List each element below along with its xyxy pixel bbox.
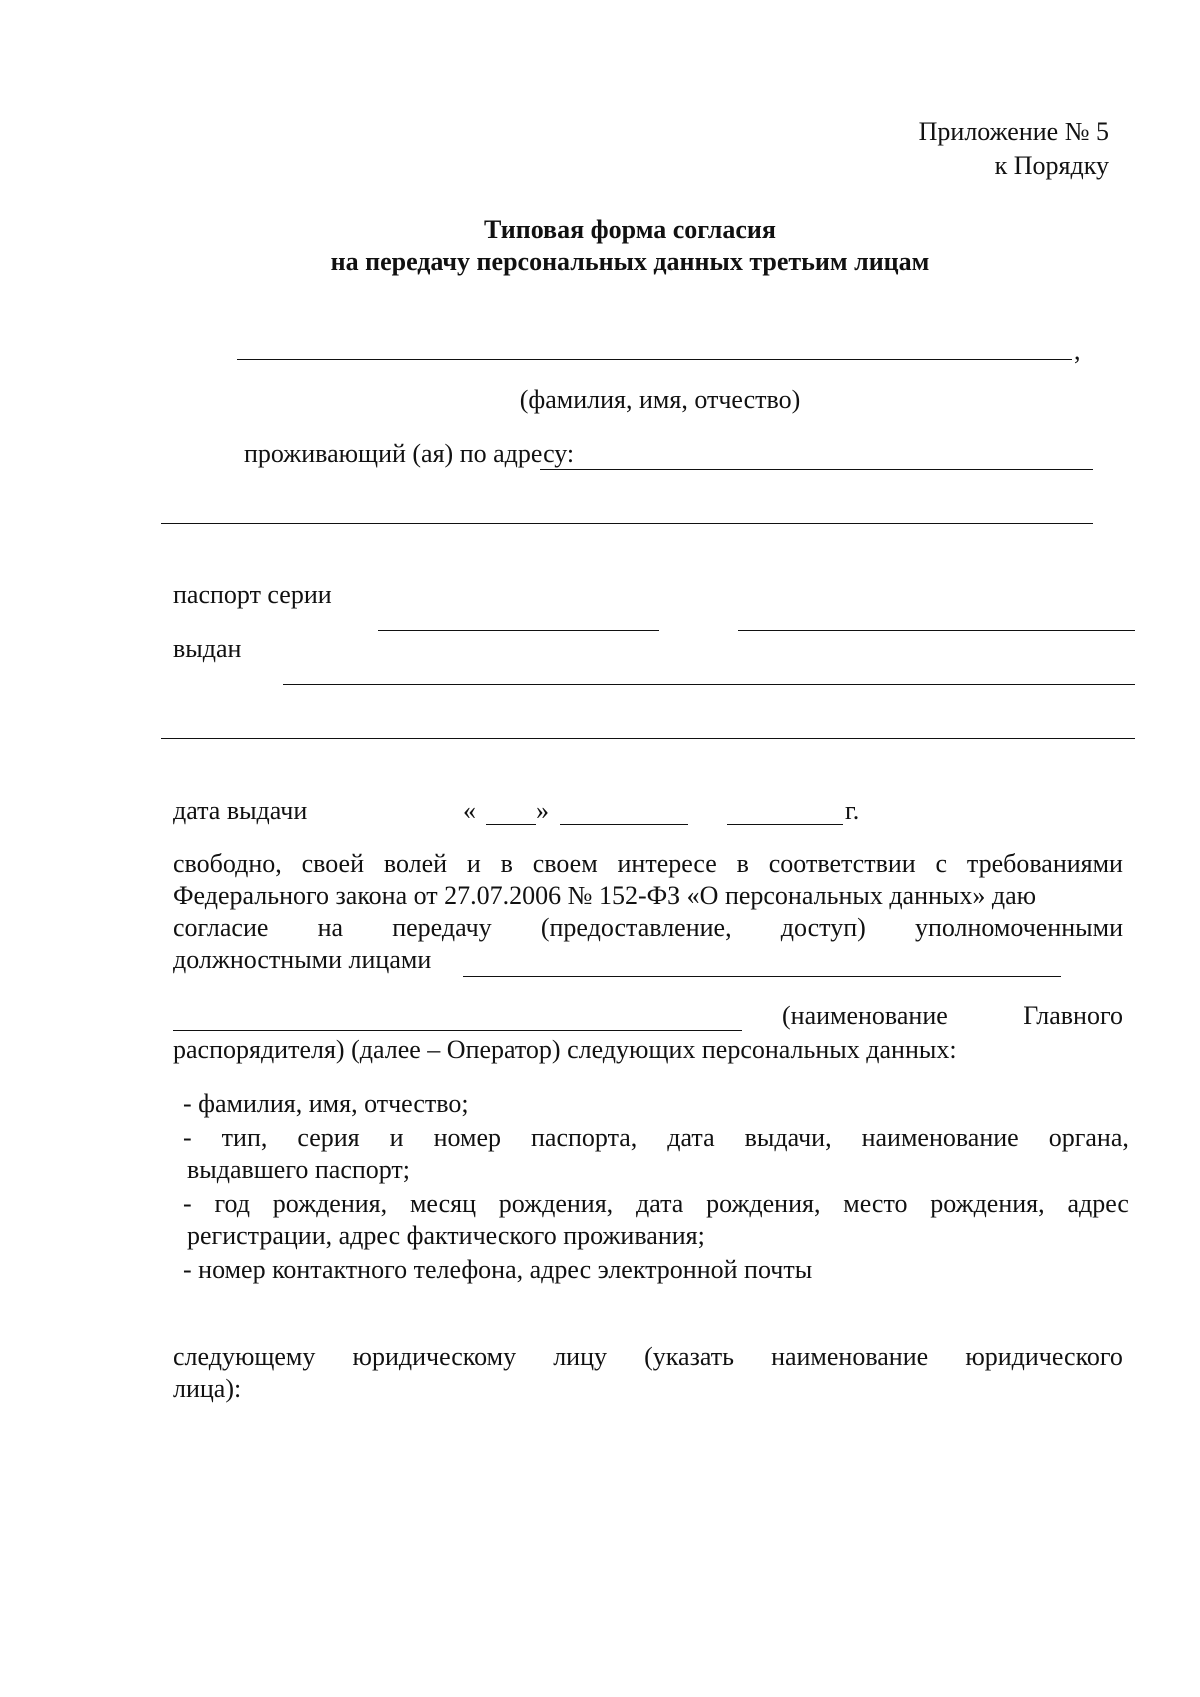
issue-date-year-suffix: г. — [845, 796, 860, 825]
officials-field-line[interactable] — [463, 976, 1061, 977]
word: волей — [383, 849, 448, 878]
consent-line-1-text — [173, 848, 1123, 880]
issue-date-close-quote: » — [536, 796, 549, 825]
consent-line-3-text — [173, 912, 1123, 944]
list-item-fio: - фамилия, имя, отчество; — [183, 1089, 469, 1118]
word: юридического — [965, 1342, 1123, 1371]
consent-paragraph-line-4: должностными лицами — [173, 945, 432, 974]
word: (указать — [644, 1342, 734, 1371]
address-field-line-2[interactable] — [161, 523, 1093, 524]
word: (наименование — [782, 1001, 948, 1030]
word: в — [736, 849, 749, 878]
word: своей — [301, 849, 365, 878]
address-field-line-1[interactable] — [540, 469, 1093, 470]
word: место — [843, 1189, 908, 1218]
word: лицу — [553, 1342, 608, 1371]
address-label: проживающий (ая) по адресу: — [244, 439, 575, 468]
word: (предоставление, — [540, 913, 732, 942]
operator-line: распорядителя) (далее – Оператор) следующих персональных данных: — [173, 1035, 957, 1064]
word: - — [183, 1123, 192, 1152]
word: рождения, — [498, 1189, 614, 1218]
word: с — [935, 849, 948, 878]
issued-by-line-1[interactable] — [283, 684, 1135, 685]
consent-paragraph-line-3 — [173, 912, 1123, 944]
appendix-ref: к Порядку — [994, 151, 1109, 180]
word: рождения, — [706, 1189, 821, 1218]
word: свободно, — [173, 849, 282, 878]
word: паспорта, — [531, 1123, 638, 1152]
word: в — [500, 849, 513, 878]
main-manager-caption-text — [782, 1000, 1123, 1032]
appendix-number: Приложение № 5 — [918, 117, 1109, 146]
issue-date-open-quote: « — [463, 796, 476, 825]
word: доступ) — [780, 913, 866, 942]
word: следующему — [173, 1342, 316, 1371]
list-item-contacts: - номер контактного телефона, адрес электронной почты — [183, 1255, 813, 1284]
passport-number-line[interactable] — [738, 630, 1135, 631]
issue-year-line[interactable] — [727, 824, 843, 825]
list-item-passport-line-1 — [183, 1122, 1129, 1154]
word: своем — [532, 849, 598, 878]
legal-entity-text-1 — [173, 1341, 1123, 1373]
passport-series-line[interactable] — [378, 630, 659, 631]
list-item-passport-line-2: выдавшего паспорт; — [187, 1155, 411, 1184]
list-item-birth-line-2: регистрации, адрес фактического проживания; — [187, 1221, 705, 1250]
issue-day-line[interactable] — [486, 824, 536, 825]
word: наименование — [771, 1342, 929, 1371]
word: номер — [433, 1123, 501, 1152]
word: интересе — [617, 849, 717, 878]
list-item-birth-text-1 — [183, 1188, 1129, 1220]
list-item-passport-text-1 — [183, 1122, 1129, 1154]
issued-label: выдан — [173, 634, 242, 663]
word: год — [214, 1189, 250, 1218]
document-title-line-1: Типовая форма согласия — [484, 215, 776, 244]
passport-series-label: паспорт серии — [173, 580, 332, 609]
fio-comma: , — [1074, 336, 1081, 365]
list-item-birth-line-1 — [183, 1188, 1129, 1220]
fio-field-line[interactable] — [237, 359, 1072, 360]
word: дата — [635, 1189, 684, 1218]
word: выдачи, — [744, 1123, 832, 1152]
word: адрес — [1067, 1189, 1129, 1218]
word: согласие — [173, 913, 269, 942]
word: серия — [297, 1123, 360, 1152]
issued-by-line-2[interactable] — [161, 738, 1135, 739]
word: на — [317, 913, 344, 942]
legal-entity-line-1 — [173, 1341, 1123, 1373]
word: наименование — [861, 1123, 1019, 1152]
word: уполномоченными — [914, 913, 1123, 942]
word: тип, — [221, 1123, 268, 1152]
word: органа, — [1048, 1123, 1129, 1152]
word: рождения, — [930, 1189, 1045, 1218]
word: рождения, — [272, 1189, 388, 1218]
word: - — [183, 1189, 192, 1218]
legal-entity-line-2: лица): — [173, 1374, 242, 1403]
document-title-line-2: на передачу персональных данных третьим лицам — [330, 247, 930, 276]
word: дата — [667, 1123, 715, 1152]
word: месяц — [409, 1189, 476, 1218]
issue-month-line[interactable] — [560, 824, 688, 825]
word: соответствии — [768, 849, 916, 878]
main-manager-field-line[interactable] — [173, 1030, 742, 1031]
word: и — [466, 849, 481, 878]
word: Главного — [1023, 1001, 1123, 1030]
main-manager-caption — [782, 1000, 1123, 1032]
word: и — [389, 1123, 404, 1152]
consent-paragraph-line-2: Федерального закона от 27.07.2006 № 152-ФЗ «О персональных данных» даю — [173, 881, 1037, 910]
issue-date-label: дата выдачи — [173, 796, 308, 825]
word: требованиями — [966, 849, 1123, 878]
word: юридическому — [352, 1342, 517, 1371]
consent-paragraph-line-1 — [173, 848, 1123, 880]
word: передачу — [392, 913, 492, 942]
fio-caption: (фамилия, имя, отчество) — [519, 385, 801, 414]
